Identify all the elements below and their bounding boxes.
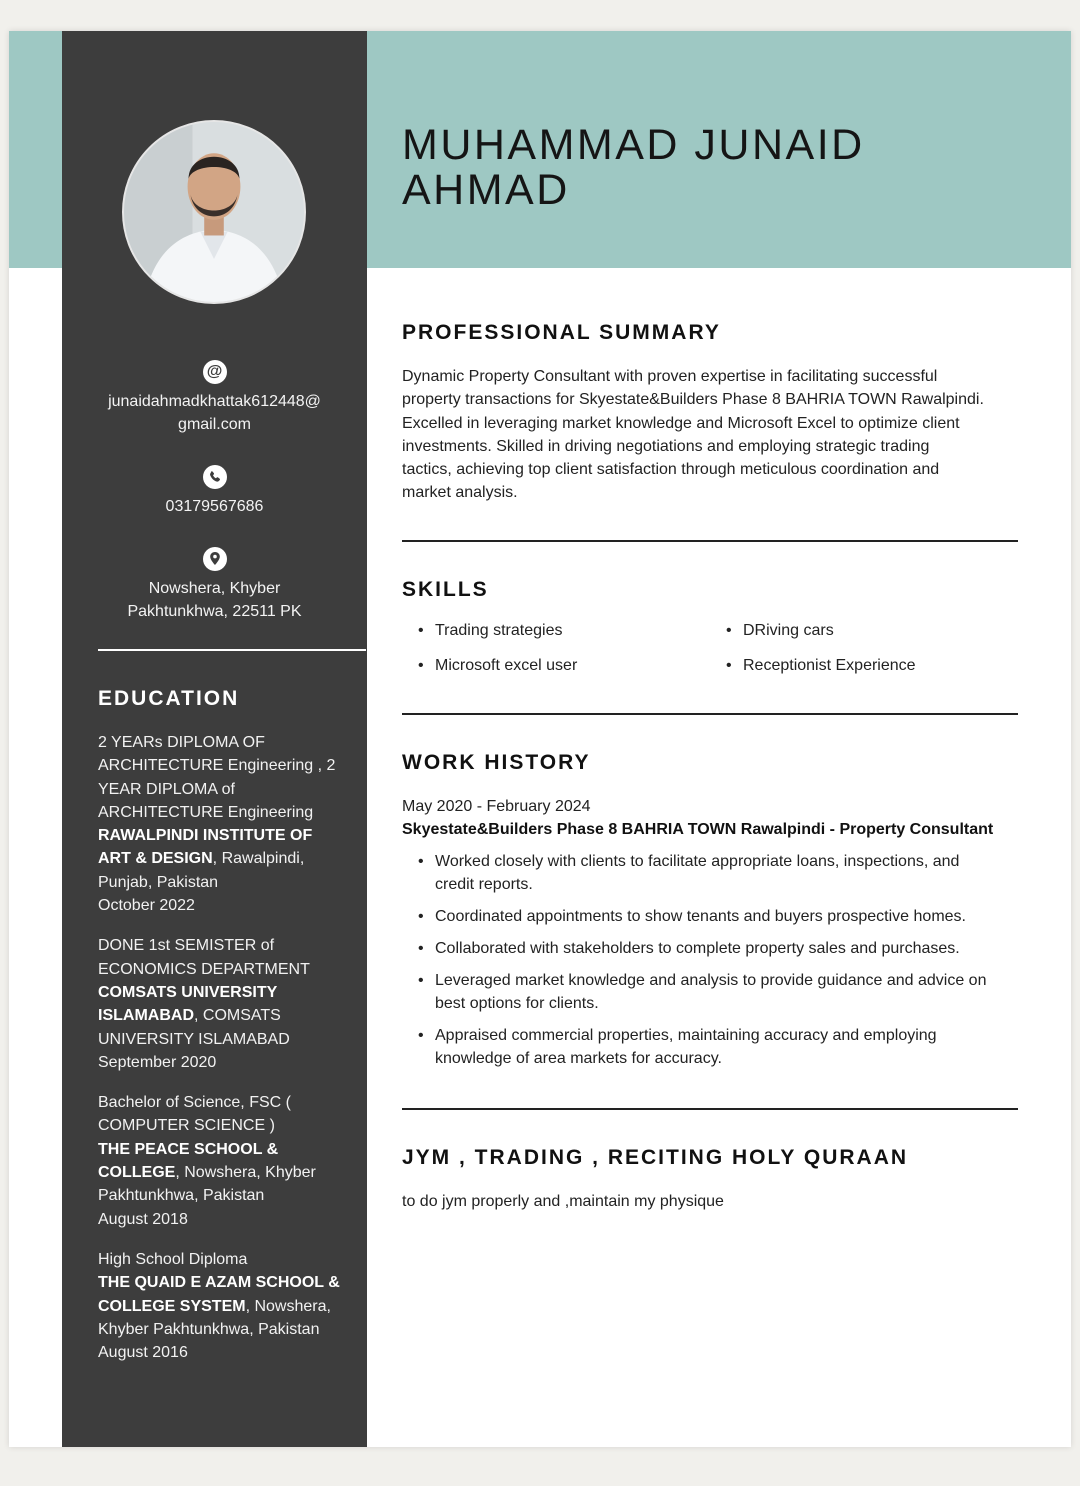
school-name: RAWALPINDI INSTITUTE OF xyxy=(98,827,313,845)
employer-name: Skyestate&Builders Phase 8 BAHRIA TOWN Rawalpindi xyxy=(402,821,826,839)
bullet-line: • Collaborated with stakeholders to complete property sales and purchases. xyxy=(435,939,960,957)
education-date: October 2022 xyxy=(98,897,195,915)
school-name: COLLEGE xyxy=(98,1164,176,1182)
hobbies-text: to do jym properly and ,maintain my physique xyxy=(402,1193,724,1210)
section-divider xyxy=(402,1108,1018,1110)
education-date: September 2020 xyxy=(98,1053,217,1071)
bullet-line: • Worked closely with clients to facilitate appropriate loans, inspections, and xyxy=(435,852,960,870)
school-name: COLLEGE SYSTEM xyxy=(98,1297,246,1315)
degree-line: ARCHITECTURE Engineering , 2 xyxy=(98,757,336,775)
skill-item: • DRiving cars xyxy=(710,622,1018,640)
education-list xyxy=(98,731,343,1381)
section-divider xyxy=(402,540,1018,542)
degree-line: ARCHITECTURE Engineering xyxy=(98,803,314,821)
resume-page xyxy=(9,31,1071,1447)
name-line-1: MUHAMMAD JUNAID xyxy=(402,121,865,169)
work-bullets xyxy=(402,850,1018,1070)
hobbies-heading: JYM , TRADING , RECITING HOLY QURAAN xyxy=(402,1146,909,1169)
degree-line: High School Diploma xyxy=(98,1250,248,1268)
school-location: UNIVERSITY ISLAMABAD xyxy=(98,1030,290,1048)
education-item xyxy=(98,1248,343,1364)
skills-grid xyxy=(402,622,1018,675)
sidebar-divider xyxy=(98,649,366,651)
contact-address xyxy=(62,547,367,623)
work-employer-line xyxy=(402,818,1018,841)
skill-item: • Receptionist Experience xyxy=(710,657,1018,675)
phone-icon xyxy=(203,465,227,489)
job-title: Property Consultant xyxy=(839,821,994,839)
bullet-line: credit reports. xyxy=(435,875,533,893)
degree-line: YEAR DIPLOMA of xyxy=(98,780,235,798)
location-pin-icon xyxy=(203,547,227,571)
bullet-line: knowledge of area markets for accuracy. xyxy=(435,1049,722,1067)
school-location: , Nowshera, xyxy=(245,1297,331,1315)
email-line-2: gmail.com xyxy=(178,416,251,433)
degree-line: 2 YEARs DIPLOMA OF xyxy=(98,734,265,751)
work-bullet xyxy=(402,1024,1018,1070)
degree-line: Bachelor of Science, FSC ( xyxy=(98,1094,291,1112)
school-location: , Rawalpindi, xyxy=(212,850,305,868)
employer-separator: - xyxy=(825,821,840,839)
bullet-line: best options for clients. xyxy=(435,994,599,1012)
skills-section xyxy=(402,578,1018,675)
education-item xyxy=(98,1091,343,1231)
contact-email xyxy=(62,360,367,436)
school-name: THE PEACE SCHOOL & xyxy=(98,1140,279,1158)
education-item xyxy=(98,934,343,1074)
at-icon: @ xyxy=(203,360,227,384)
school-location: , Nowshera, Khyber xyxy=(175,1164,316,1182)
address-line-1: Nowshera, Khyber xyxy=(148,580,281,597)
work-bullet xyxy=(402,937,1018,960)
bullet-line: • Coordinated appointments to show tenants and buyers prospective homes. xyxy=(435,907,966,925)
school-location: Pakhtunkhwa, Pakistan xyxy=(98,1187,265,1205)
email-line-1: junaidahmadkhattak612448@ xyxy=(108,393,321,410)
education-item xyxy=(98,731,343,917)
summary-line: Dynamic Property Consultant with proven expertise in facilitating successful xyxy=(402,368,938,385)
contact-phone xyxy=(62,465,367,518)
work-bullet xyxy=(402,905,1018,928)
summary-line: property transactions for Skyestate&Builders Phase 8 BAHRIA TOWN Rawalpindi. xyxy=(402,391,984,409)
name-line-2: AHMAD xyxy=(402,166,570,214)
education-date: August 2018 xyxy=(98,1210,188,1228)
school-location: Khyber Pakhtunkhwa, Pakistan xyxy=(98,1320,320,1338)
education-date: August 2016 xyxy=(98,1344,188,1362)
summary-line: tactics, achieving top client satisfaction through meticulous coordination and xyxy=(402,461,940,479)
bullet-line: • Appraised commercial properties, maintaining accuracy and employing xyxy=(435,1026,937,1044)
summary-section xyxy=(402,321,1018,505)
summary-line: investments. Skilled in driving negotiations and employing strategic trading xyxy=(402,437,930,455)
skill-item: • Microsoft excel user xyxy=(402,657,710,675)
hobbies-section xyxy=(402,1146,1018,1213)
school-location: , COMSATS xyxy=(194,1007,281,1025)
work-dates: May 2020 - February 2024 xyxy=(402,798,591,815)
degree-line: ECONOMICS DEPARTMENT xyxy=(98,960,310,978)
skill-item: • Trading strategies xyxy=(402,622,710,640)
sidebar xyxy=(62,31,367,1447)
address-line-2: Pakhtunkhwa, 22511 PK xyxy=(127,603,302,620)
work-section xyxy=(402,751,1018,1079)
section-divider xyxy=(402,713,1018,715)
profile-photo xyxy=(122,120,306,304)
degree-line: DONE 1st SEMISTER of xyxy=(98,937,275,955)
school-name: COMSATS UNIVERSITY xyxy=(98,983,278,1001)
school-location: Punjab, Pakistan xyxy=(98,873,219,891)
work-bullet xyxy=(402,969,1018,1015)
degree-line: COMPUTER SCIENCE ) xyxy=(98,1117,275,1135)
work-bullet xyxy=(402,850,1018,896)
school-name: ART & DESIGN xyxy=(98,850,213,868)
phone-number: 03179567686 xyxy=(165,498,264,515)
school-name: ISLAMABAD xyxy=(98,1007,194,1025)
bullet-line: • Leveraged market knowledge and analysis to provide guidance and advice on xyxy=(435,971,987,989)
summary-line: Excelled in leveraging market knowledge and Microsoft Excel to optimize client xyxy=(402,414,960,432)
skills-heading: SKILLS xyxy=(402,578,489,601)
summary-line: market analysis. xyxy=(402,484,518,502)
summary-text xyxy=(402,365,1018,505)
school-name: THE QUAID E AZAM SCHOOL & xyxy=(98,1274,340,1292)
summary-heading: PROFESSIONAL SUMMARY xyxy=(402,321,721,344)
work-heading: WORK HISTORY xyxy=(402,751,591,774)
education-heading: EDUCATION xyxy=(98,687,240,710)
candidate-name xyxy=(402,123,1022,213)
